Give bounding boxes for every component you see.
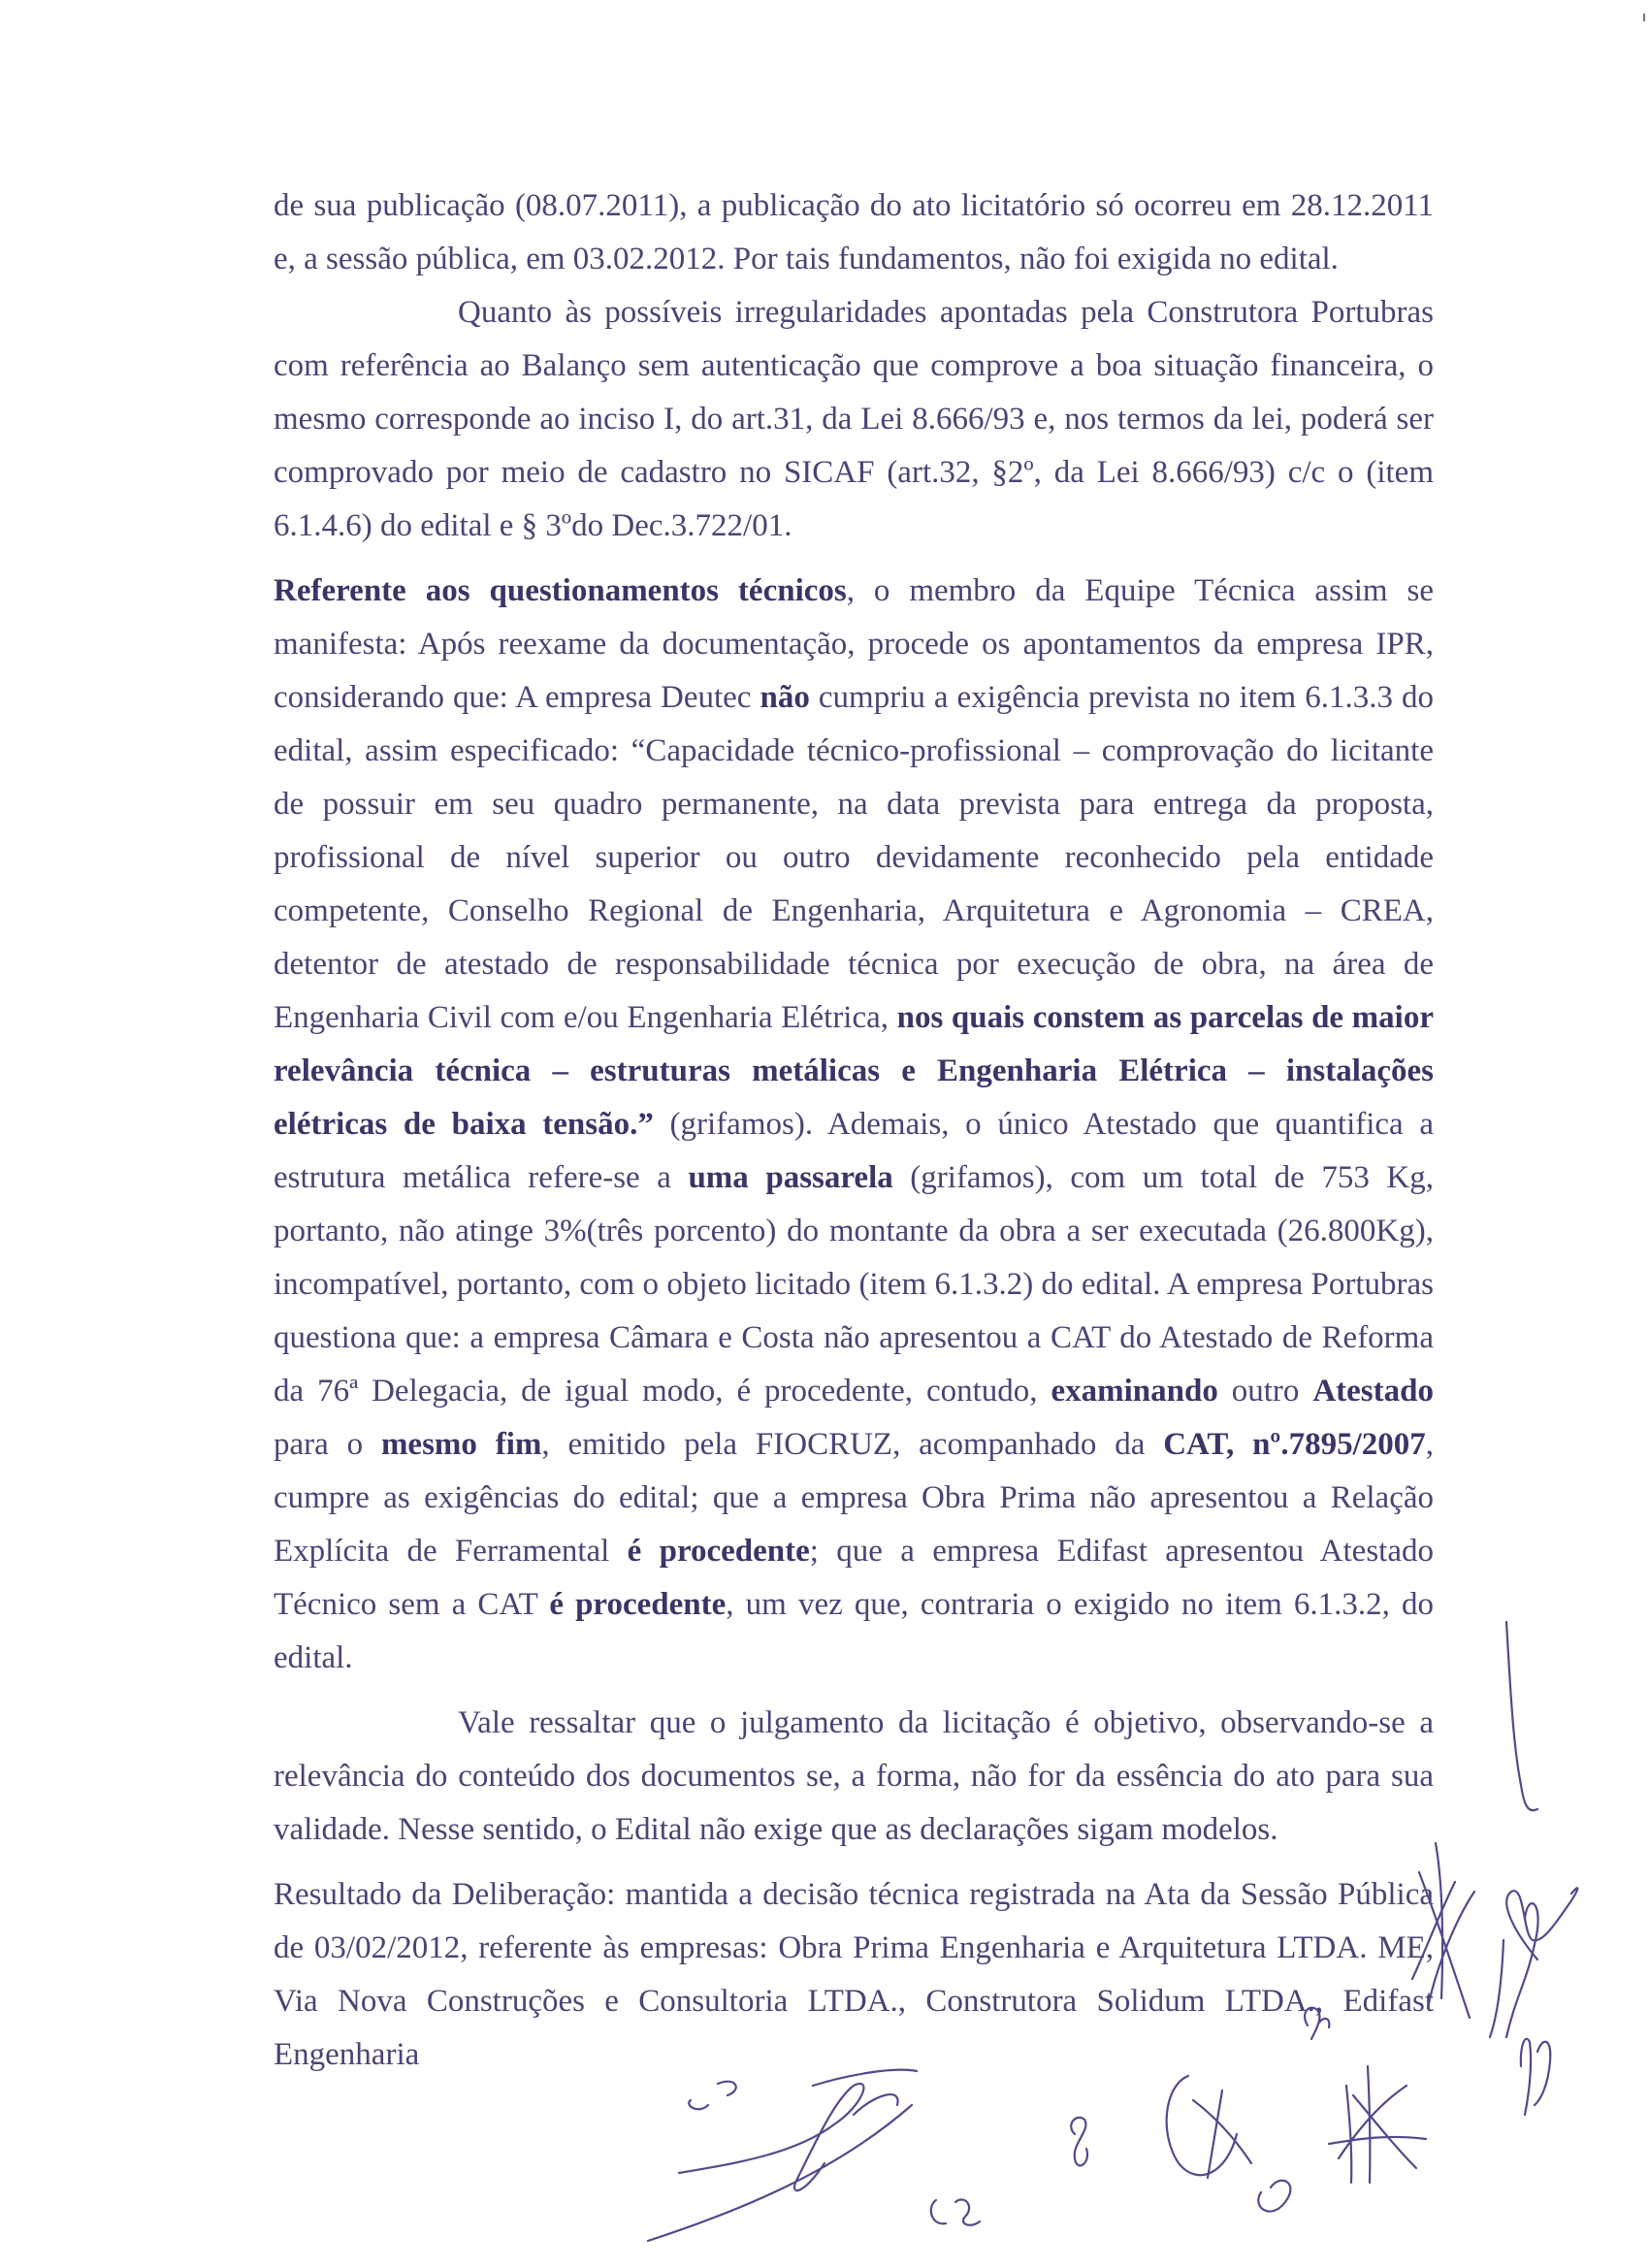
paragraph-questionamentos-tecnicos <box>274 565 1434 1685</box>
bold-text: Referente aos questionamentos técnicos <box>274 573 847 608</box>
paragraph-balanco: Quanto às possíveis irregularidades apontadas pela Construtora Portubras com referência ao Balanço sem autenticação que comprove a boa situação financeira, o mesmo corresponde ao inciso I, do art.31, da Lei 8.666/93 e, nos termos da lei, poderá ser comprovado por meio de cadastro no SICAF (art.32, §2º, da Lei 8.666/93) c/c o (item 6.1.4.6) do edital e § 3ºdo Dec.3.722/01. <box>274 295 1434 543</box>
bold-text: é procedente <box>549 1587 727 1622</box>
bold-text: examinando <box>1051 1374 1218 1409</box>
text-span: cumpriu a exigência prevista no item 6.1.3.3 do edital, assim especificado: “Capacidade técnico-profissional – comprovação do licitante de possuir em seu quadro permanente, na data prevista para entrega da proposta, profissional de nível superior ou outro devidamente reconhecido pela entidade competente, Conselho Regional de Engenharia, Arquitetura e Agronomia – CREA, detentor de atestado de responsabilidade técnica por execução de obra, na área de Engenharia Civil com e/ou Engenharia Elétrica, <box>274 680 1434 1035</box>
text-span: ; que a empresa Edifast apresentou Atestado Técnico sem a CAT <box>274 1534 1434 1622</box>
bold-text: mesmo fim <box>380 1427 542 1462</box>
bold-text: nos quais constem as parcelas de maior relevância técnica – estruturas metálicas e Engenharia Elétrica – instalações elétricas de baixa tensão.” <box>274 1000 1434 1142</box>
margin-line-signature <box>1506 1622 1537 1810</box>
paragraph-resultado-deliberacao: Resultado da Deliberação: mantida a decisão técnica registrada na Ata da Sessão Pública de 03/02/2012, referente às empresas: Obra Prima Engenharia e Arquitetura LTDA. ME, Via Nova Construções e Consultoria LTDA., Construtora Solidum LTDA., Edifast Engenharia <box>274 1877 1434 2072</box>
bold-text: Atestado <box>1312 1374 1434 1409</box>
text-span: outro <box>1217 1374 1313 1409</box>
text-span: (grifamos), com um total de 753 Kg, portanto, não atinge 3%(três porcento) do montante da obra a ser executada (26.800Kg), incompatível, portanto, com o objeto licitado (item 6.1.3.2) do edital. A empresa Portubras questiona que: a empresa Câmara e Costa não apresentou a CAT do Atestado de Reforma da 76ª Delegacia, de igual modo, é procedente, contudo, <box>274 1160 1434 1409</box>
bold-text: CAT, nº.7895/2007 <box>1163 1427 1426 1462</box>
text-span: , cumpre as exigências do edital; que a empresa Obra Prima não apresentou a Relação Explícita de Ferramental <box>274 1427 1434 1569</box>
text-span: , um vez que, contraria o exigido no item 6.1.3.2, do edital. <box>274 1587 1434 1675</box>
margin-scribble-signature <box>1490 1903 1538 2037</box>
text-span: para o <box>274 1427 381 1462</box>
text-span: (grifamos). Ademais, o único Atestado que quantifica a estrutura metálica refere-se a <box>274 1107 1435 1195</box>
text-span: , o membro da Equipe Técnica assim se manifesta: Após reexame da documentação, procede os apontamentos da empresa IPR, considerando que: A empresa Deutec <box>274 573 1434 715</box>
bold-text: é procedente <box>627 1534 810 1569</box>
paragraph-continuation: de sua publicação (08.07.2011), a publicação do ato licitatório só ocorreu em 28.12.2011 e, a sessão pública, em 03.02.2012. Por tais fundamentos, não foi exigida no edital. <box>274 188 1434 276</box>
text-span: , emitido pela FIOCRUZ, acompanhado da <box>541 1427 1164 1462</box>
bold-text: não <box>760 680 810 715</box>
small-signature-s <box>1071 2118 1087 2166</box>
document-body <box>274 179 1434 2082</box>
scan-edge-mark <box>1643 14 1645 21</box>
bold-text: uma passarela <box>688 1160 893 1195</box>
small-signature-ce <box>931 2200 980 2225</box>
main-signature-left <box>648 2070 917 2241</box>
circle-cross-signature <box>1167 2076 1291 2212</box>
paragraph-julgamento: Vale ressaltar que o julgamento da licitação é objetivo, observando-se a relevância do conteúdo dos documentos se, a forma, não for da essência do ato para sua validade. Nesse sentido, o Edital não exige que as declarações sigam modelos. <box>274 1705 1434 1847</box>
hash-signature <box>1329 2066 1426 2183</box>
rubric-signature-rtp <box>1521 2039 1550 2115</box>
loop-signature <box>1506 1888 1577 1960</box>
